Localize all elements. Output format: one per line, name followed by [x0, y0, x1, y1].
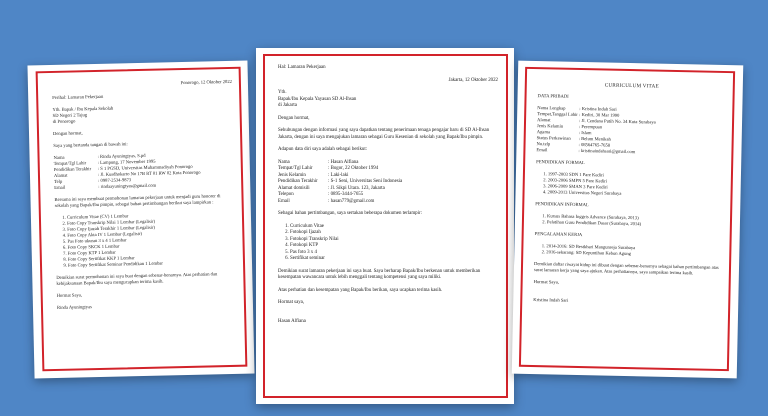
regards: Hormat Saya, — [56, 292, 83, 298]
field-value: : Jl. Kusdhokarto No 17B RT 01 RW 02 Kota Ponorogo — [97, 169, 201, 177]
intro-text: Adapun data diri saya adalah sebagai berikut: — [278, 147, 368, 152]
field-label: Jenis Kelamin — [278, 172, 306, 178]
curriculum-vitae — [512, 61, 744, 379]
list-item: 2. 2016-sekarang: SD Kepuntihan Kebon Agung — [546, 249, 722, 259]
field-value: : 0895-3444-7655 — [328, 192, 364, 197]
field-label: Tempat/Tgl Lahir — [53, 160, 87, 166]
field-value: : 0987-2534-9873 — [98, 177, 132, 183]
list-item: 2. Fotokopi Ijazah — [290, 230, 498, 237]
field-value: : Laki-laki — [328, 172, 349, 178]
field-value: : rindaayuningtyas@gmail.com — [98, 182, 157, 189]
field-value: : Rinda Ayuningtyas, S.pd — [97, 152, 146, 159]
recipient-line: Yth. — [278, 90, 287, 95]
list-item: 9. Foto Copy Sertifikat Seminar Pendidikan 1 Lembar — [68, 259, 236, 269]
list-item: 8. Foto Copy Sertifikat KKP 1 Lembar — [68, 253, 236, 263]
regards: Hormat saya, — [278, 300, 305, 305]
field-value: : Bogor, 22 Oktober 1994 — [328, 166, 379, 171]
letter-subject: Hal: Lamaran Pekerjaan — [278, 65, 326, 70]
field-label: No.telp — [536, 141, 551, 147]
field-value: : hasan779@gmail.com — [328, 198, 375, 204]
letter-content — [52, 79, 237, 311]
field-label: Alamat domisili — [278, 185, 310, 191]
signature-name: Hasan Alfiana — [278, 318, 306, 324]
list-item: 4. 2009-2013 Universitas Negeri Surabaya — [547, 189, 723, 199]
field-value: : S 1 PGSD, Universitas Muhammadiyah Ponorogo — [97, 163, 193, 171]
field-value: : Jl. Cendana Putih No. 34 Kota Surabaya — [579, 117, 656, 125]
field-label: Email — [54, 184, 66, 190]
field-value: : Lampung, 17 November 1995 — [97, 158, 156, 165]
list-item: 2. Pelatihan Guru Pendidikan Dasar (Surabaya, 2014) — [547, 219, 723, 229]
section-heading: PENDIDIKAN INFORMAL — [535, 201, 589, 208]
list-item: 2. 2003-2006 SMPN 5 Pare Kediri — [548, 177, 724, 187]
body-paragraph: Sehubungan dengan informasi yang saya dapatkan tentang penerimaan tenaga pengajar baru di SD Al-Ihsan Jakarta, dengan ini saya mengajukan lamaran sebagai Guru Kesenian di sekolah yang Bapak/Ibu pimpin. — [278, 128, 490, 140]
field-value: : 08564765-7658 — [578, 141, 611, 148]
body-paragraph: Atas perhatian dan kesempatan yang Bapak/Ibu berikan, saya ucapkan terima kasih. — [278, 287, 443, 293]
recipient-line: Bapak/Ibu Kepala Yayasan SD Al-Ihsan — [278, 96, 357, 102]
list-item: 2. Foto Copy Transkrip Nilai 1 Lembar (Legalisir) — [67, 217, 235, 227]
field-value: : Kediri, 30 Mar 1990 — [579, 111, 620, 118]
list-item: 1. 2014-2016: SD Bestkhari Mangunrejo Surabaya — [546, 243, 722, 253]
field-label: Agama — [536, 129, 551, 135]
body-paragraph: Demikian surat lamaran pekerjaan ini saya buat. Saya berharap Bapak/Ibu berkenan untuk memberikan kesempatan wawancara untuk lebih menggali tentang kompetensi yang saya miliki. — [278, 268, 481, 280]
attachment-list — [278, 224, 498, 263]
list-item: 1. Kursus Bahasa Inggris Advance (Surabaya, 2013) — [547, 213, 723, 223]
regards: Hormat Saya, — [533, 279, 559, 285]
field-label: Nama — [278, 159, 290, 165]
greeting: Dengan hormat, — [52, 130, 83, 136]
cv-content — [533, 81, 726, 307]
field-label: Nama Lengkap — [537, 105, 566, 111]
section-heading: PENDIDIKAN FORMAL — [536, 159, 585, 166]
list-item: 5. Pas Foto ukuran 3 x 4 1 Lembar — [67, 235, 235, 245]
field-value: : Islam — [578, 129, 592, 136]
letter-date: Jakarta, 12 Oktober 2022 — [448, 77, 498, 83]
field-label: Telepon — [278, 192, 294, 197]
body-paragraph: Sebagai bahan pertimbangan, saya sertakan beberapa dokumen terlampir: — [278, 211, 422, 216]
cv-title: CURRICULUM VITAE — [604, 82, 659, 90]
field-label: Email — [536, 147, 548, 153]
list-item: 3. 2006-2009 SMAN 3 Pare Kediri — [548, 183, 724, 193]
list-item: 4. Foto Copy Akta IV 1 Lembar (Legalisir) — [67, 229, 235, 239]
field-label: Nama — [53, 154, 65, 160]
closing-paragraph: Demikian daftar riwayat hidup ini dibuat dengan sebenar-benarnya sebagai bahan pertimbangan atas surat lamaran kerja yang saya ajukan. Atas perhatiannya, saya sampaikan terima kasih. — [533, 261, 719, 276]
recipient-line: Yth. Bapak / Ibu Kepala Sekolah — [52, 105, 114, 112]
letter-subject: Perihal: Lamaran Pekerjaan — [52, 93, 104, 100]
application-letter-2 — [256, 48, 514, 404]
list-item: 1. Curriculum Vitae — [290, 224, 498, 231]
closing-paragraph: Demikian surat permohonan ini saya buat dengan sebenar-benarnya. Atas perhatian dan kebijaksanaan Bapak/Ibu saya mengucapkan terima kasih. — [56, 271, 218, 286]
list-item: 3. Fotokopi Transkrip Nilai — [290, 237, 498, 244]
formal-education-list — [535, 171, 723, 199]
field-value: : kristinaindahsari@gmail.com — [578, 147, 636, 155]
field-label: Status Perkawinan — [536, 135, 571, 141]
field-value: : S-1 Seni, Universitas Seni Indonesia — [328, 179, 403, 184]
list-item: 1. Curriculum Vitae (CV) 1 Lembar — [67, 211, 235, 221]
list-item: 6. Foto Copy SKCK 1 Lembar — [68, 241, 236, 251]
list-item: 1. 1997-2003 SDN 1 Pare Kediri — [548, 171, 724, 181]
recipient-line: di Jakarta — [278, 103, 297, 108]
list-item: 6. Sertifikat seminar — [290, 256, 498, 263]
field-label: Email — [278, 198, 290, 204]
list-item: 3. Foto Copy Ijazah Terakhir 1 Lembar (Legalisir) — [67, 223, 235, 233]
section-heading: PENGALAMAN KERJA — [534, 231, 583, 238]
field-label: Alamat — [53, 172, 68, 178]
list-item: 4. Fotokopi KTP — [290, 243, 498, 250]
field-value: : Perempuan — [578, 123, 603, 130]
greeting: Dengan hormat, — [278, 115, 310, 121]
attachment-list — [55, 211, 236, 269]
section-heading: DATA PRIBADI — [537, 93, 569, 99]
recipient-line: SD Negeri 2 Tajug — [52, 112, 88, 118]
signature-name: Kristina Indah Sari — [533, 297, 569, 303]
body-paragraph: Bersama ini saya membuat permohonan lamaran pekerjaan untuk menjadi guru honorer di sekolah yang Bapak/Ibu pimpin, sebagai bahan pertimbangan berikut saya lampirkan : — [54, 193, 221, 208]
field-label: Jenis Kelamin — [536, 123, 564, 129]
list-item: 5. Pas foto 3 x 4 — [290, 250, 498, 257]
signature-name: Rinda Ayuningtyas — [56, 304, 92, 310]
field-label: Pendidikan Terakhir — [278, 179, 318, 184]
recipient-line: di Ponorogo — [52, 118, 76, 124]
field-label: Telp — [54, 178, 63, 184]
field-label: Alamat — [537, 117, 551, 123]
intro-text: Saya yang bertanda tangan di bawah ini: — [53, 141, 128, 148]
field-value: : Belum Menikah — [578, 135, 611, 142]
field-label: Tempat,Tanggal Lahir — [537, 111, 578, 117]
field-label: Tempat/Tgl Lahir — [278, 166, 313, 171]
list-item: 7. Foto Copy KTP 1 Lembar — [68, 247, 236, 257]
field-value: : Jl. Sikpi Utara. 123, Jakarta — [328, 185, 385, 191]
letter-date: Ponorogo, 12 Oktober 2022 — [180, 78, 232, 86]
letter-content — [278, 65, 498, 325]
application-letter-1 — [27, 61, 254, 379]
field-value: : Kristina Indah Sari — [579, 105, 617, 112]
field-label: Pendidikan Terakhir — [53, 166, 92, 172]
field-value: : Hasan Alfiana — [328, 159, 359, 165]
